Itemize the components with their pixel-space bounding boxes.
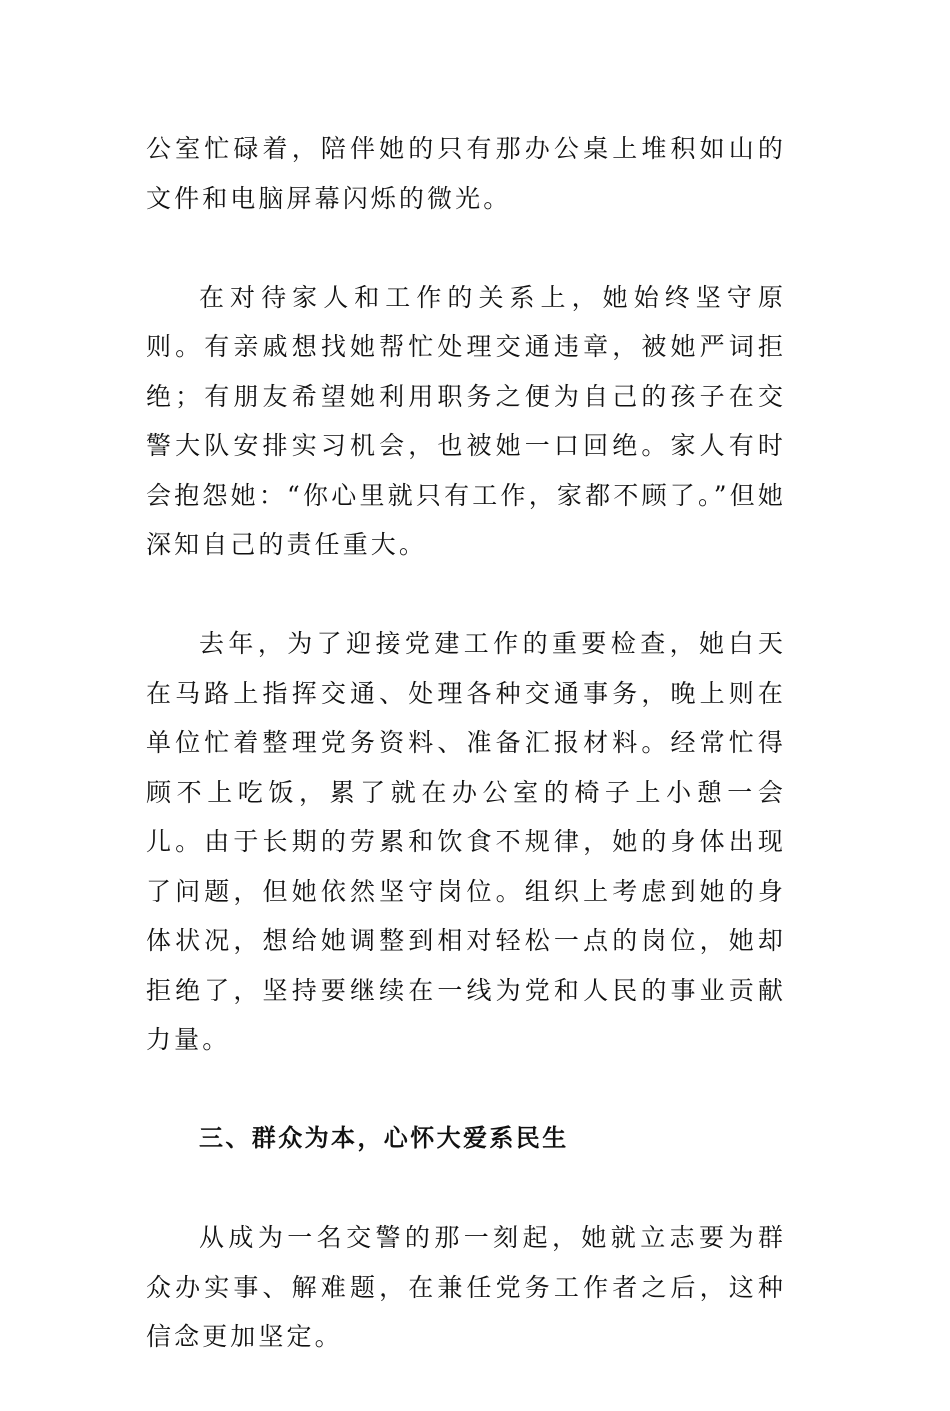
document-body — [146, 124, 786, 1411]
paragraph-continued: 公室忙碌着，陪伴她的只有那办公桌上堆积如山的文件和电脑屏幕闪烁的微光。 — [146, 134, 786, 213]
paragraph-closing: 从成为一名交警的那一刻起，她就立志要为群众办实事、解难题，在兼任党务工作者之后，这种信念更加坚定。 — [146, 1223, 786, 1351]
paragraph-family-and-work: 在对待家人和工作的关系上，她始终坚守原则。有亲戚想找她帮忙处理交通违章，被她严词拒绝；有朋友希望她利用职务之便为自己的孩子在交警大队安排实习机会，也被她一口回绝。家人有时会抱怨她：“你心里就只有工作，家都不顾了。”但她深知自己的责任重大。 — [146, 282, 786, 559]
paragraph-last-year: 去年，为了迎接党建工作的重要检查，她白天在马路上指挥交通、处理各种交通事务，晚上则在单位忙着整理党务资料、准备汇报材料。经常忙得顾不上吃饭，累了就在办公室的椅子上小憩一会儿。由于长期的劳累和饮食不规律，她的身体出现了问题，但她依然坚守岗位。组织上考虑到她的身体状况，想给她调整到相对轻松一点的岗位，她却拒绝了，坚持要继续在一线为党和人民的事业贡献力量。 — [146, 629, 786, 1054]
section-heading: 三、群众为本，心怀大爱系民生 — [199, 1124, 569, 1152]
